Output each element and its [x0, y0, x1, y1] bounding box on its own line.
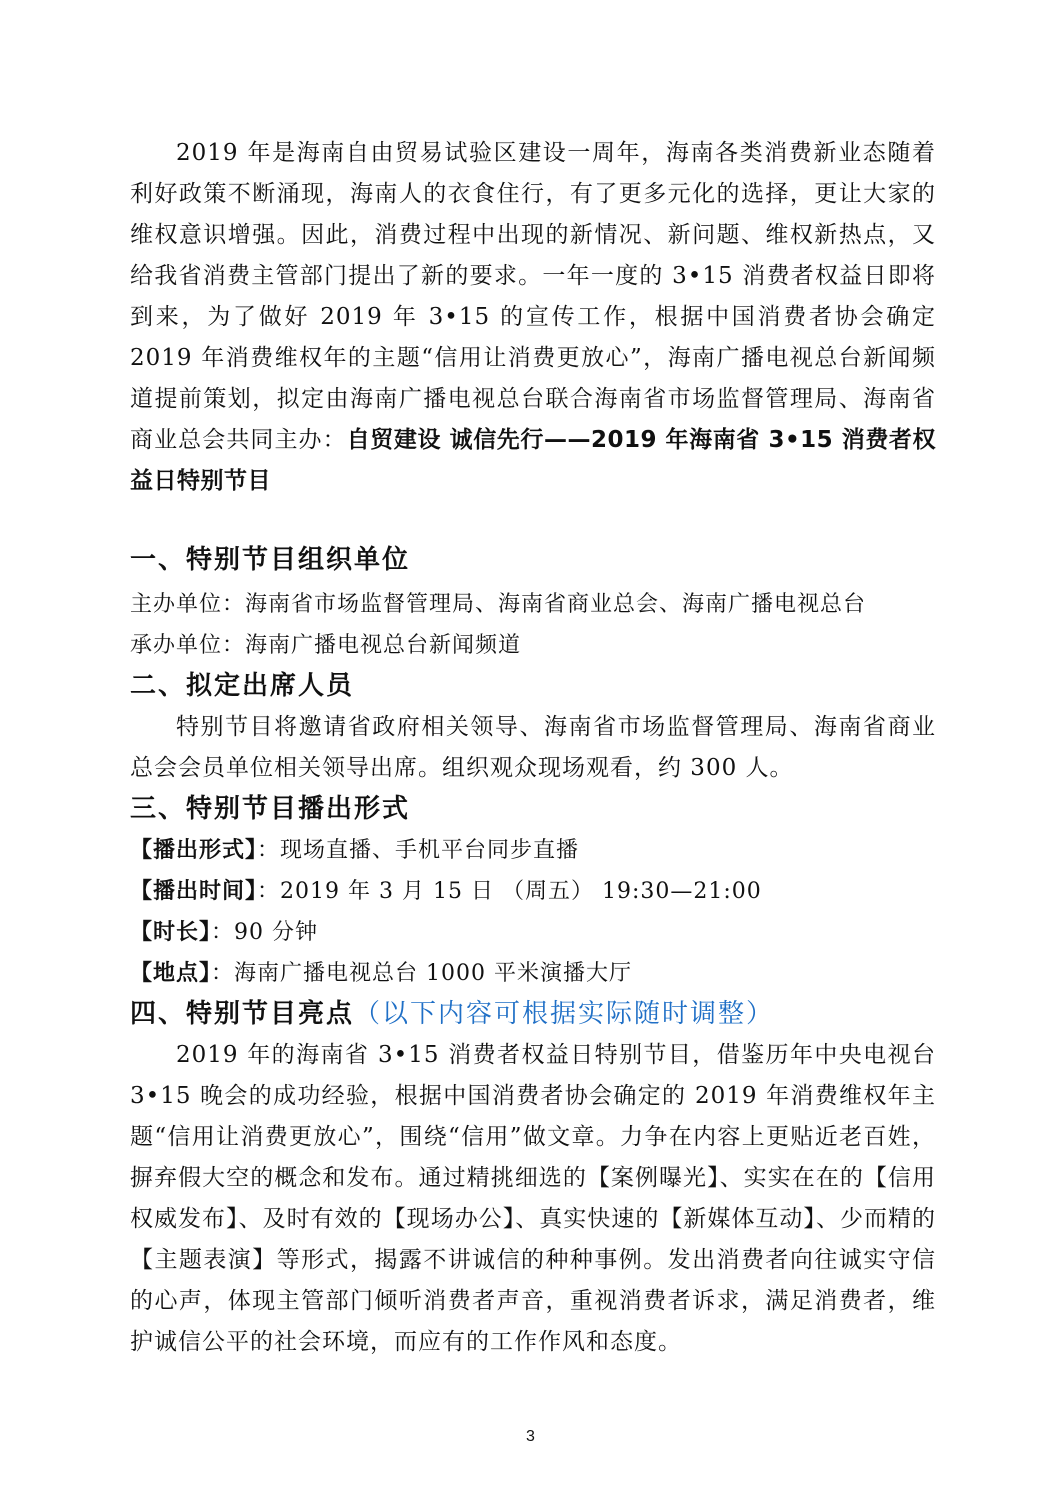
- section-heading-highlights: [130, 994, 936, 1034]
- highlights-note: （以下内容可根据实际随时调整）: [354, 999, 775, 1029]
- highlights-heading-text: 四、特别节目亮点: [130, 999, 355, 1029]
- program-title: 自贸建设 诚信先行——2019 年海南省 3•15 消费者权益日特别节目: [130, 427, 936, 494]
- broadcast-duration: [130, 912, 936, 953]
- broadcast-location-label: 【地点】: [130, 961, 212, 986]
- broadcast-format: [130, 830, 936, 871]
- highlights-paragraph: 2019 年的海南省 3•15 消费者权益日特别节目，借鉴历年中央电视台 3•15 晚会的成功经验，根据中国消费者协会确定的 2019 年消费维权年主题“信用让消费更放心”，围绕“信用”做文章。力争在内容上更贴近老百姓，摒弃假大空的概念和发布。通过精挑细选的【案例曝光】、实实在在的【信用权威发布】、及时有效的【现场办公】、真实快速的【新媒体互动】、少而精的【主题表演】等形式，揭露不讲诚信的种种事例。发出消费者向往诚实守信的心声，体现主管部门倾听消费者声音，重视消费者诉求，满足消费者，维护诚信公平的社会环境，而应有的工作作风和态度。: [130, 1042, 936, 1355]
- intro-paragraph: [130, 133, 936, 502]
- broadcast-location: [130, 953, 936, 994]
- section-heading-organizers: 一、特别节目组织单位: [130, 545, 411, 575]
- broadcast-duration-value: ：90 分钟: [211, 920, 319, 945]
- attendees-paragraph: 特别节目将邀请省政府相关领导、海南省市场监督管理局、海南省商业总会会员单位相关领导出席。组织观众现场观看，约 300 人。: [130, 714, 936, 781]
- broadcast-time: [130, 871, 936, 912]
- organizer-undertaker: 承办单位：海南广播电视总台新闻频道: [130, 633, 522, 658]
- page-number: 3: [526, 1428, 535, 1445]
- broadcast-format-value: ：现场直播、手机平台同步直播: [257, 838, 580, 863]
- section-heading-broadcast: 三、特别节目播出形式: [130, 794, 411, 824]
- broadcast-time-value: ：2019 年 3 月 15 日 （周五） 19:30—21:00: [257, 879, 762, 904]
- intro-text: 2019 年是海南自由贸易试验区建设一周年，海南各类消费新业态随着利好政策不断涌现，海南人的衣食住行，有了更多元化的选择，更让大家的维权意识增强。因此，消费过程中出现的新情况、新问题、维权新热点，又给我省消费主管部门提出了新的要求。一年一度的 3•15 消费者权益日即将到来，为了做好 2019 年 3•15 的宣传工作，根据中国消费者协会确定 2019 年消费维权年的主题“信用让消费更放心”，海南广播电视总台新闻频道提前策划，拟定由海南广播电视总台联合海南省市场监督管理局、海南省商业总会共同主办：: [130, 140, 936, 453]
- section-heading-attendees: 二、拟定出席人员: [130, 671, 355, 701]
- organizer-host: 主办单位：海南省市场监督管理局、海南省商业总会、海南广播电视总台: [130, 592, 867, 617]
- broadcast-duration-label: 【时长】: [130, 920, 212, 945]
- broadcast-location-value: ：海南广播电视总台 1000 平米演播大厅: [211, 961, 632, 986]
- broadcast-time-label: 【播出时间】: [130, 879, 258, 904]
- broadcast-format-label: 【播出形式】: [130, 838, 258, 863]
